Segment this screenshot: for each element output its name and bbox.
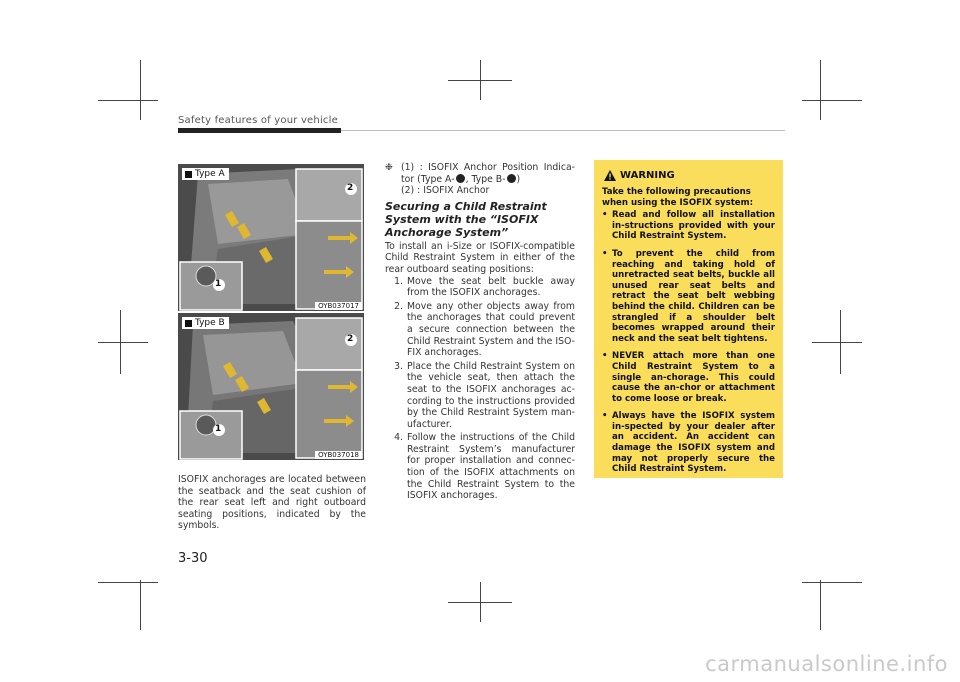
crop-mark	[98, 582, 158, 583]
note-symbol-icon: ❉	[385, 162, 393, 173]
square-bullet-icon	[185, 320, 192, 327]
warning-triangle-icon	[604, 170, 616, 181]
warning-title: WARNING	[604, 170, 783, 181]
callout-1: 1	[215, 279, 222, 289]
figure-label: Type B	[182, 317, 229, 329]
seat-illustration	[178, 164, 364, 311]
section-intro: To install an i-Size or ISOFIX-compatible Child Restraint System in either of the rear outboard seating positions:	[385, 240, 575, 275]
warning-lead: Take the following precautions when using the ISOFIX system:	[602, 187, 754, 208]
content-column	[385, 162, 575, 504]
figure-type-b	[178, 313, 364, 460]
crop-mark	[802, 582, 862, 583]
header-bar	[178, 128, 341, 133]
isofix-location-paragraph: ISOFIX anchorages are located between the seatback and the seat cushion of the rear seat left and right outboard seating positions, indicated by the symbols.	[178, 474, 366, 532]
square-bullet-icon	[185, 171, 192, 178]
list-item: 3. Place the Child Restraint System on the vehicle seat, then attach the seat to the ISOFIX anchorages ac-cording to the instructions provided by the Child Restraint System man-ufacturer.	[394, 360, 575, 430]
crop-mark	[820, 60, 821, 120]
crop-mark	[448, 602, 512, 603]
watermark: carmanualsonline.info	[705, 652, 948, 676]
crop-mark	[802, 100, 862, 101]
callout-1: 1	[215, 424, 222, 434]
list-item: 1. Move the seat belt buckle away from the ISOFIX anchorages.	[394, 275, 575, 299]
section-heading: Securing a Child Restraint System with the “ISOFIX Anchorage System”	[385, 199, 547, 239]
figure-note: ❉ (1) : ISOFIX Anchor Position Indica-tor (Type A- , Type B- ) (2) : ISOFIX Anchor	[385, 162, 575, 197]
list-item: 2. Move any other objects away from the anchorages that could prevent a secure connection between the Child Restraint System and the ISO-FIX anchorages.	[394, 300, 575, 359]
list-item: 4. Follow the instructions of the Child Restraint System’s manufacturer for proper installation and connec-tion of the ISOFIX attachments on the Child Restraint System to the ISOFIX anchorages.	[394, 432, 575, 502]
warning-list	[602, 210, 775, 475]
crop-mark	[448, 80, 512, 81]
section-header: Safety features of your vehicle	[178, 115, 338, 126]
list-item: • NEVER attach more than one Child Restraint System to a single an-chorage. This could cause the an-chor or attachment to come loose or break.	[602, 351, 775, 404]
crop-mark	[820, 580, 821, 630]
warning-box	[594, 160, 783, 478]
crop-mark	[140, 580, 141, 630]
crop-mark	[98, 100, 158, 101]
figure-code: OYB037017	[315, 302, 362, 310]
list-item: • To prevent the child from reaching and taking hold of unretracted seat belts, buckle all unused rear seat belts and retract the seat belt webbing behind the child. Children can be strangled if a shoulder belt becomes wrapped around their neck and the seat belt tightens.	[602, 248, 775, 344]
figure-label: Type A	[182, 168, 229, 180]
list-item: • Read and follow all installation in-structions provided with your Child Restraint System.	[602, 210, 775, 242]
crop-mark	[140, 60, 141, 120]
seat-illustration	[178, 313, 364, 460]
page-number: 3-30	[178, 551, 208, 566]
isofix-indicator-b-icon	[507, 174, 516, 183]
crop-mark	[812, 342, 862, 343]
crop-mark	[98, 342, 148, 343]
isofix-indicator-a-icon	[456, 174, 465, 183]
figure-code: OYB037018	[315, 451, 362, 459]
callout-2: 2	[347, 183, 354, 193]
list-item: • Always have the ISOFIX system in-spected by your dealer after an accident. An accident can damage the ISOFIX system and may not properly secure the Child Restraint System.	[602, 411, 775, 475]
callout-2: 2	[347, 334, 354, 344]
installation-steps	[385, 276, 575, 502]
header-rule	[341, 130, 785, 131]
figure-type-a	[178, 164, 364, 311]
